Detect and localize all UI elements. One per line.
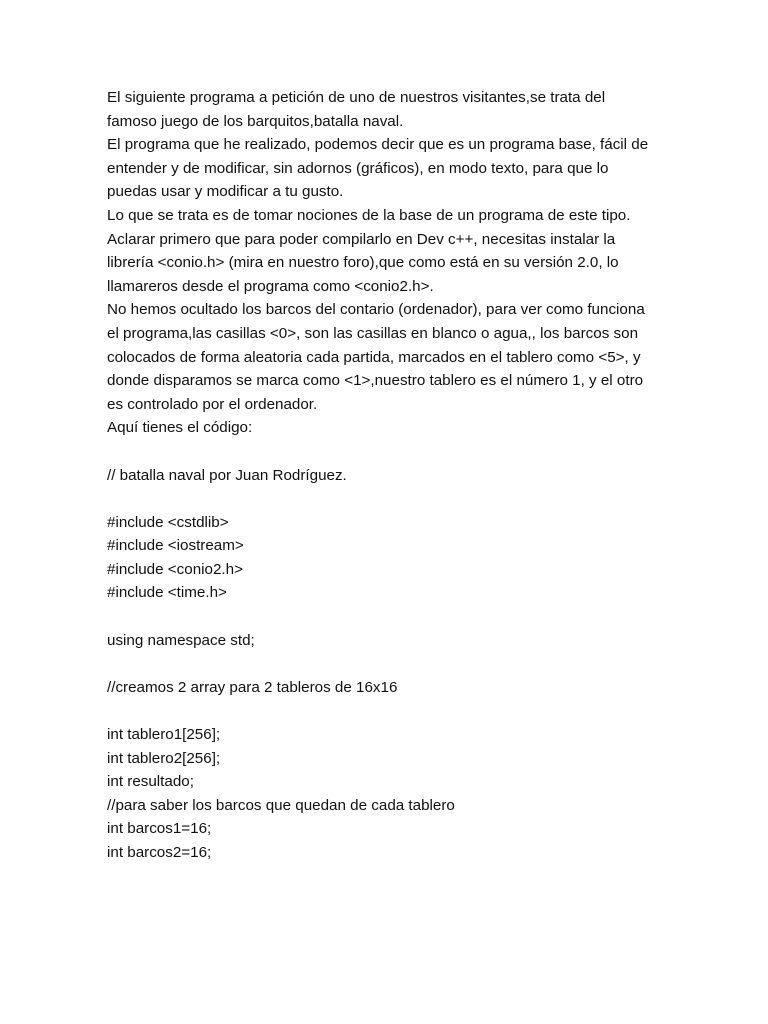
- blank-line: [107, 440, 687, 464]
- text-line: No hemos ocultado los barcos del contario (ordenador), para ver como funciona: [107, 301, 645, 319]
- blank-line: [107, 652, 687, 676]
- text-line: famoso juego de los barquitos,batalla naval.: [107, 112, 404, 130]
- blank-line: [107, 605, 687, 629]
- text-line: Aquí tienes el código:: [107, 419, 253, 437]
- code-include: #include <iostream>: [107, 537, 244, 555]
- text-line: librería <conio.h> (mira en nuestro foro),que como está en su versión 2.0, lo: [107, 254, 619, 272]
- code-include: #include <time.h>: [107, 584, 227, 602]
- code-comment-arrays: //creamos 2 array para 2 tableros de 16x16: [107, 678, 398, 696]
- blank-line: [107, 699, 687, 723]
- code-using-namespace: using namespace std;: [107, 631, 255, 649]
- text-line: entender y de modificar, sin adornos (gráficos), en modo texto, para que lo: [107, 159, 609, 177]
- code-declaration: int tablero2[256];: [107, 749, 221, 767]
- code-declaration: int barcos2=16;: [107, 844, 212, 861]
- text-line: llamareros desde el programa como <conio2.h>.: [107, 277, 434, 295]
- text-line: Lo que se trata es de tomar nociones de la base de un programa de este tipo.: [107, 206, 631, 224]
- code-comment-author: // batalla naval por Juan Rodríguez.: [107, 466, 347, 484]
- code-comment: //para saber los barcos que quedan de cada tablero: [107, 796, 455, 814]
- text-line: es controlado por el ordenador.: [107, 395, 318, 413]
- document-page: [107, 86, 687, 865]
- text-line: El siguiente programa a petición de uno de nuestros visitantes,se trata del: [107, 89, 606, 106]
- code-include: #include <cstdlib>: [107, 513, 229, 531]
- code-declaration: int barcos1=16;: [107, 820, 212, 838]
- blank-line: [107, 487, 687, 511]
- text-line: el programa,las casillas <0>, son las casillas en blanco o agua,, los barcos son: [107, 324, 639, 342]
- code-include: #include <conio2.h>: [107, 560, 243, 578]
- text-line: Aclarar primero que para poder compilarlo en Dev c++, necesitas instalar la: [107, 230, 616, 248]
- text-line: puedas usar y modificar a tu gusto.: [107, 183, 344, 201]
- text-line: El programa que he realizado, podemos decir que es un programa base, fácil de: [107, 136, 649, 154]
- code-declaration: int tablero1[256];: [107, 726, 221, 744]
- text-line: colocados de forma aleatoria cada partida, marcados en el tablero como <5>, y: [107, 348, 641, 366]
- code-declaration: int resultado;: [107, 773, 194, 791]
- text-line: donde disparamos se marca como <1>,nuestro tablero es el número 1, y el otro: [107, 372, 644, 390]
